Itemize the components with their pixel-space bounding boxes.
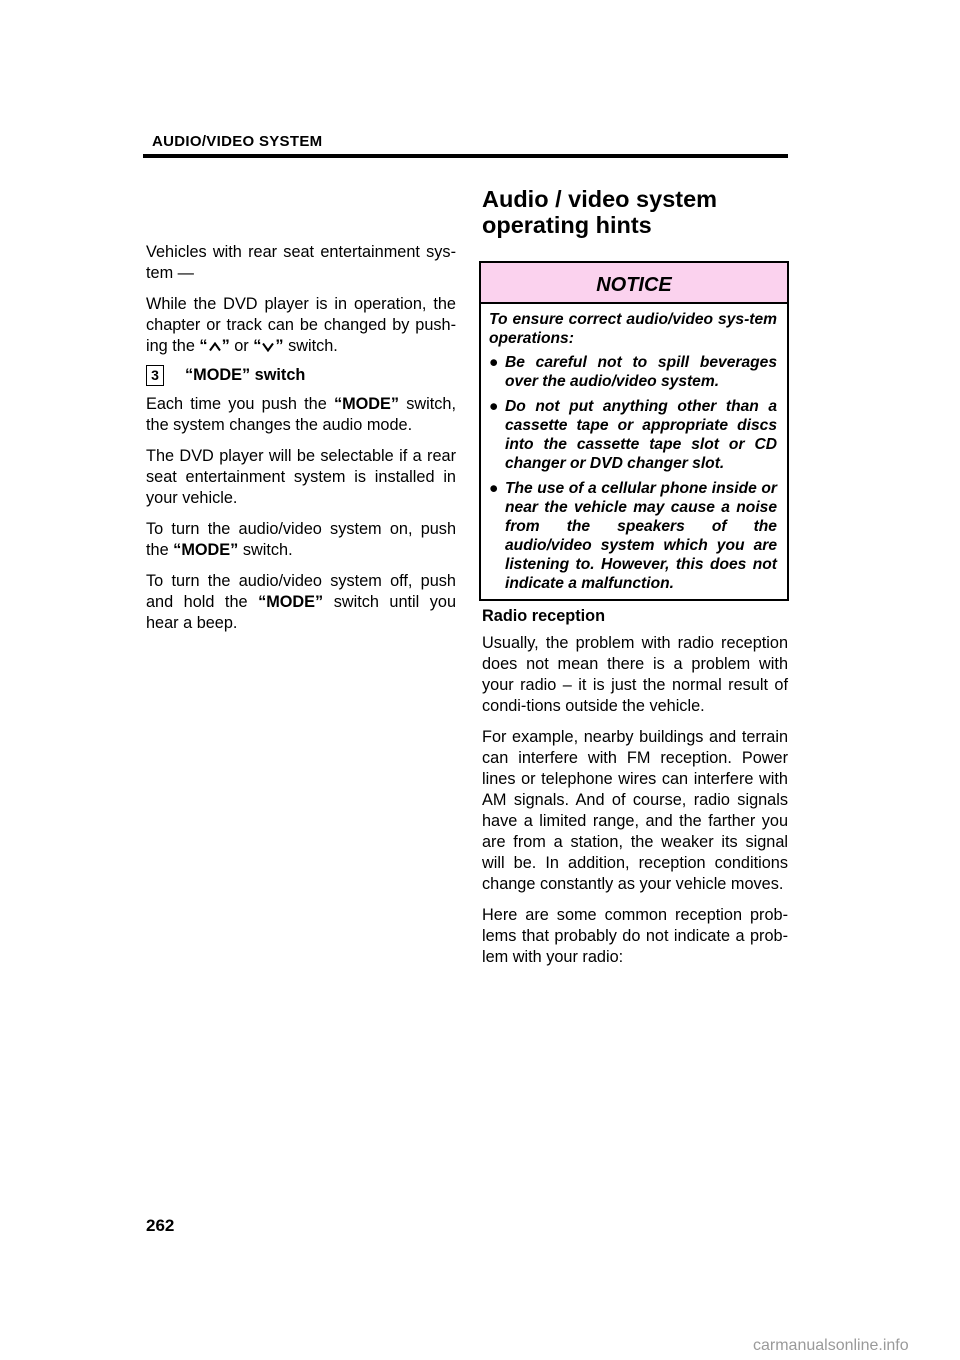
page-number: 262 — [146, 1216, 175, 1235]
paragraph-mode-push — [146, 394, 456, 436]
right-column — [482, 606, 788, 978]
mode-label: “MODE” — [258, 593, 324, 611]
paragraph-dvd-chapter — [146, 294, 456, 357]
quote-open: “ — [199, 337, 208, 355]
notice-body — [481, 304, 787, 593]
paragraph-text: To turn the audio/video system on, push the — [146, 520, 456, 559]
notice-box — [479, 261, 789, 601]
paragraph-text: switch until you hear a beep. — [146, 593, 457, 632]
quote-close: ” — [221, 337, 230, 355]
paragraph-text: switch. — [242, 541, 293, 559]
left-column — [146, 242, 456, 644]
header-divider — [143, 154, 788, 158]
notice-item-text: Do not put anything other than a cassette tape or appropriate discs into the cassette tape slot or CD changer or DVD changer slot. — [505, 398, 777, 472]
paragraph-common-problems: Here are some common reception prob-lems that probably do not indicate a prob-lem with your radio: — [482, 906, 788, 966]
running-header: AUDIO/VIDEO SYSTEM — [152, 133, 323, 150]
notice-title: NOTICE — [481, 263, 787, 304]
paragraph-interference: For example, nearby buildings and terrain can interfere with FM reception. Power lines or telephone wires can interfere with AM signals. And of course, radio signals have a limited range, and the farther you are from a station, the weaker its signal will be. In addition, reception conditions change constantly as your vehicle moves. — [482, 728, 788, 893]
paragraph-rear-seat: Vehicles with rear seat entertainment sys-tem — — [146, 243, 456, 282]
paragraph-text: switch, the system changes the audio mode. — [146, 395, 457, 434]
quote-open: “ — [253, 337, 262, 355]
notice-item-text: Be careful not to spill beverages over the audio/video system. — [505, 354, 777, 390]
notice-item-text: The use of a cellular phone inside or near the vehicle may cause a noise from the speakers of the audio/video system which you are listening to. However, this does not indicate a malfunction. — [505, 480, 777, 592]
up-switch-label — [199, 337, 229, 355]
paragraph-radio-problem: Usually, the problem with radio reception does not mean there is a problem with your radio – it is just the normal result of condi-tions outside the vehicle. — [482, 634, 788, 715]
notice-intro: To ensure correct audio/video sys-tem operations: — [489, 311, 777, 347]
paragraph-text: Each time you push the — [146, 395, 327, 413]
step-label: “MODE” switch — [185, 366, 306, 384]
mode-label: “MODE” — [333, 395, 400, 413]
notice-item — [489, 479, 777, 593]
down-switch-label — [253, 337, 283, 355]
notice-item — [489, 353, 777, 391]
subheading-radio-reception: Radio reception — [482, 607, 606, 625]
bullet-icon: ● — [489, 354, 499, 371]
paragraph-text: To turn the audio/video system off, push and hold the — [146, 572, 456, 611]
section-title: Audio / video system operating hints — [482, 186, 718, 238]
watermark: carmanualsonline.info — [753, 1337, 909, 1354]
step-mode-switch — [146, 365, 456, 386]
notice-item — [489, 397, 777, 473]
chevron-up-icon — [209, 342, 221, 352]
paragraph-text: switch. — [288, 337, 338, 355]
bullet-icon: ● — [489, 480, 499, 497]
chevron-down-icon — [262, 342, 274, 352]
paragraph-dvd-selectable: The DVD player will be selectable if a rear seat entertainment system is installed in your vehicle. — [146, 447, 456, 507]
bullet-icon: ● — [489, 398, 499, 415]
paragraph-turn-off — [146, 571, 456, 634]
step-number: 3 — [146, 365, 164, 386]
paragraph-turn-on — [146, 519, 456, 561]
mode-label: “MODE” — [173, 541, 239, 559]
paragraph-text: While the DVD player is in operation, the chapter or track can be changed by push-ing the — [146, 295, 456, 355]
quote-close: ” — [275, 337, 284, 355]
paragraph-text: or — [234, 337, 249, 355]
